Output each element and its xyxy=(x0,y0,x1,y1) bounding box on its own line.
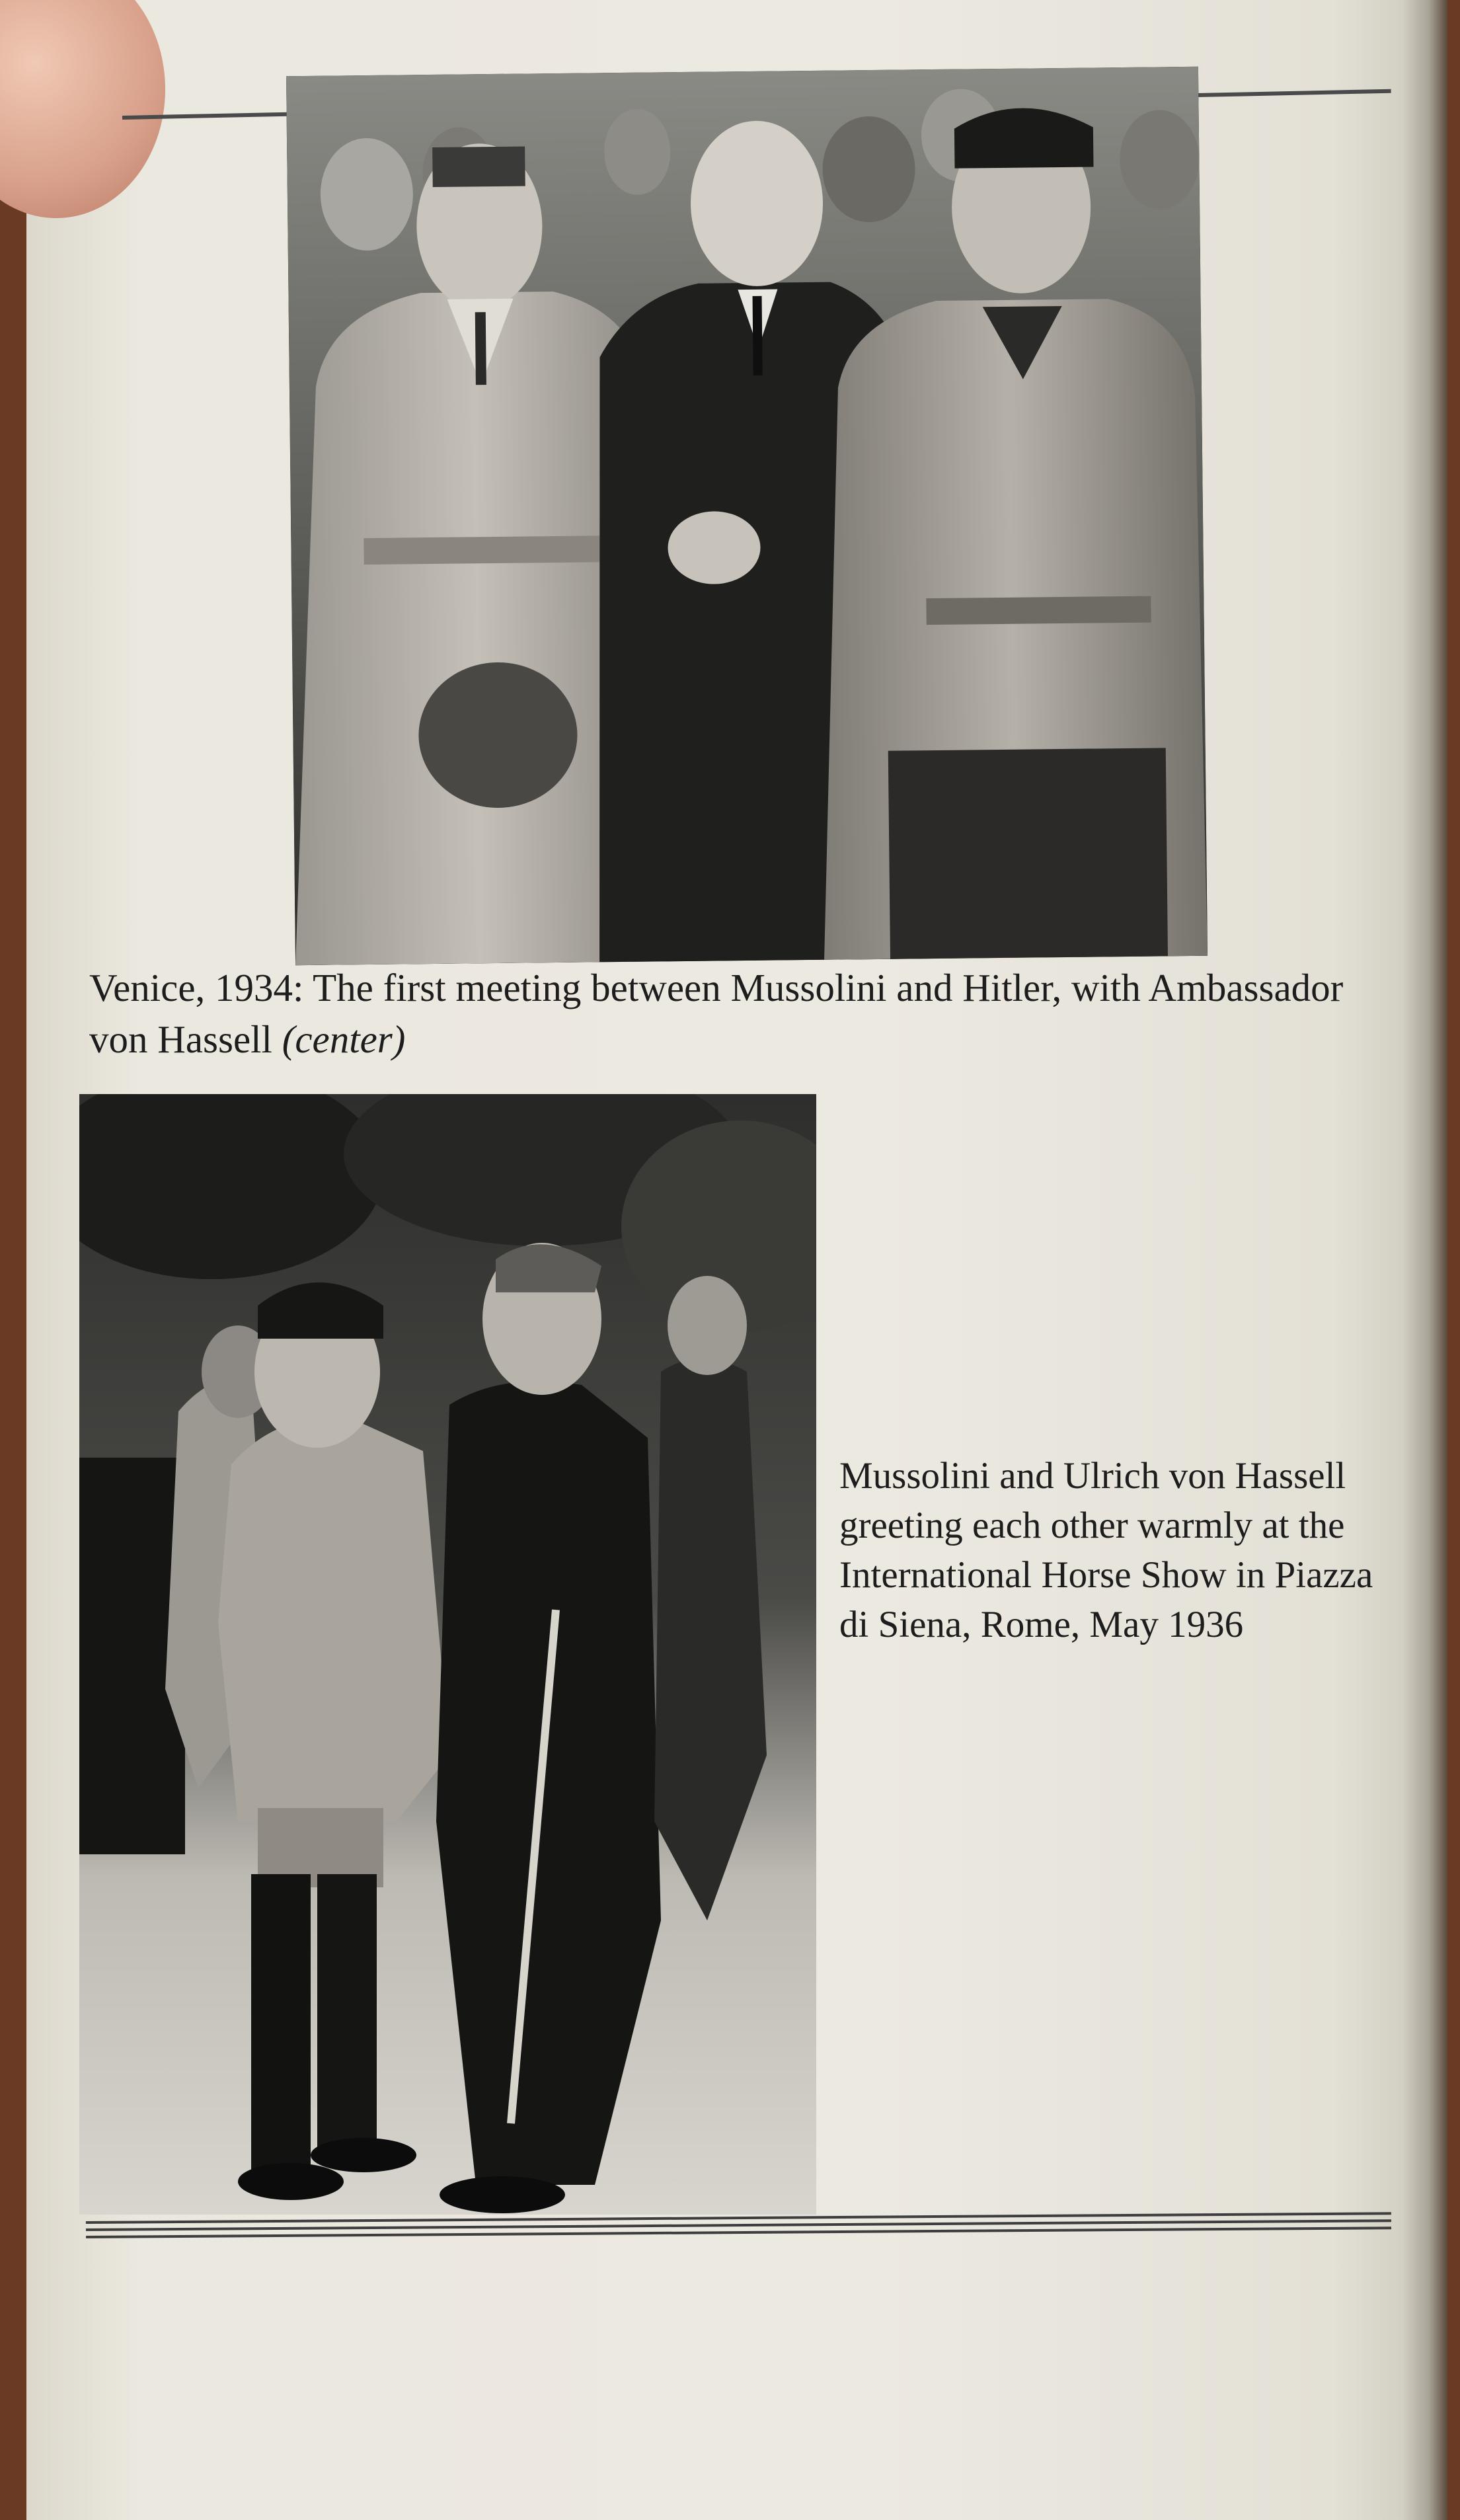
bottom-photograph xyxy=(79,1094,816,2215)
top-caption-emphasis: (center) xyxy=(282,1017,406,1061)
page-edge xyxy=(1401,0,1447,2520)
side-caption: Mussolini and Ulrich von Hassell greeting each other warmly at the International Horse Show in Piazza di Siena, Rome, May 1936 xyxy=(839,1455,1373,1645)
top-caption-text: Venice, 1934: The first meeting between Mussolini and Hitler, with Ambassador von Hassell xyxy=(89,966,1344,1061)
top-caption xyxy=(89,962,1398,1065)
top-photograph xyxy=(286,67,1208,965)
